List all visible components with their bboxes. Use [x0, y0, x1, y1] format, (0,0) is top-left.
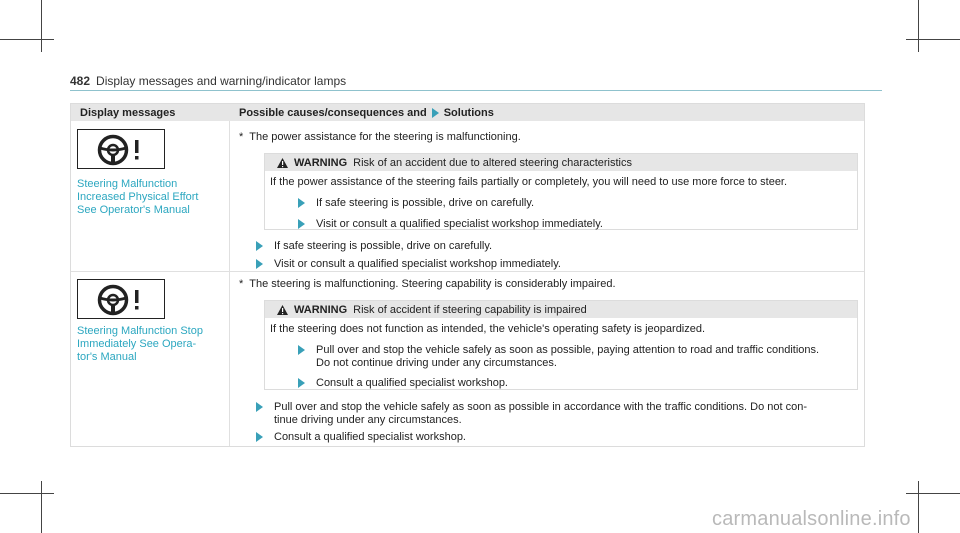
header-rule — [70, 90, 882, 91]
warning-box — [264, 153, 858, 230]
arrow-icon — [298, 198, 305, 208]
crop-mark — [0, 493, 54, 494]
asterisk: * — [239, 131, 244, 143]
warning-title: Risk of accident if steering capability is impaired — [353, 303, 587, 316]
table-header — [71, 104, 864, 121]
cause-text — [239, 131, 521, 143]
warning-triangle-icon — [277, 305, 288, 315]
solution-step — [256, 258, 561, 271]
col-header-causes-text: Possible causes/consequences and — [239, 107, 427, 119]
message-line: Immediately See Opera- — [77, 338, 197, 350]
col-header-messages: Display messages — [80, 107, 176, 119]
page-title: Display messages and warning/indicator lamps — [96, 74, 347, 88]
warning-label: WARNING — [294, 303, 348, 316]
arrow-icon — [298, 345, 305, 355]
step-text: If safe steering is possible, drive on carefully. — [316, 197, 535, 209]
asterisk: * — [239, 278, 244, 290]
crop-mark — [918, 0, 919, 52]
steering-warning-icon — [77, 129, 165, 169]
crop-mark — [918, 481, 919, 533]
solution-step — [256, 431, 466, 444]
col-header-causes — [239, 107, 494, 119]
cause-sentence: The power assistance for the steering is malfunctioning. — [249, 131, 521, 143]
solution-step — [256, 401, 807, 427]
warning-title: Risk of an accident due to altered steering characteristics — [353, 156, 632, 169]
step-text: Consult a qualified specialist workshop. — [274, 431, 466, 443]
warning-label: WARNING — [294, 156, 348, 169]
arrow-icon — [298, 378, 305, 388]
warning-triangle-icon — [277, 158, 288, 168]
step-text: Pull over and stop the vehicle safely as soon as possible, paying attention to road and traffic conditions. — [316, 344, 820, 356]
display-message — [77, 178, 227, 217]
message-line: See Operator's Manual — [77, 204, 190, 216]
crop-mark — [0, 39, 54, 40]
col-header-solutions-text: Solutions — [443, 107, 494, 119]
crop-mark — [41, 0, 42, 52]
warning-text: If the steering does not function as intended, the vehicle's operating safety is jeopardized. — [270, 323, 706, 335]
column-divider — [229, 121, 230, 446]
warning-step — [298, 197, 534, 210]
display-messages-table — [70, 103, 865, 447]
step-text: tinue driving under any circumstances. — [274, 414, 462, 426]
crop-mark — [906, 493, 960, 494]
display-message — [77, 325, 227, 364]
step-text: Pull over and stop the vehicle safely as soon as possible in accordance with the traffic conditions. Do not con- — [274, 401, 807, 413]
warning-header — [265, 301, 857, 318]
arrow-icon — [256, 432, 263, 442]
message-line: tor's Manual — [77, 351, 137, 363]
arrow-icon — [432, 108, 439, 118]
warning-step — [298, 344, 819, 370]
warning-header — [265, 154, 857, 171]
step-text: If safe steering is possible, drive on carefully. — [274, 240, 493, 252]
arrow-icon — [256, 402, 263, 412]
arrow-icon — [256, 259, 263, 269]
cause-sentence: The steering is malfunctioning. Steering capability is considerably impaired. — [249, 278, 616, 290]
message-line: Increased Physical Effort — [77, 191, 199, 203]
crop-mark — [906, 39, 960, 40]
page-number: 482 — [70, 74, 91, 88]
warning-box — [264, 300, 858, 390]
message-line: Steering Malfunction — [77, 178, 178, 190]
crop-mark — [41, 481, 42, 533]
warning-step — [298, 377, 508, 390]
page-header — [70, 74, 346, 88]
watermark: carmanualsonline.info — [712, 508, 911, 530]
solution-step — [256, 240, 492, 253]
steering-warning-icon — [77, 279, 165, 319]
cause-text — [239, 278, 616, 290]
step-text: Do not continue driving under any circumstances. — [316, 357, 557, 369]
message-line: Steering Malfunction Stop — [77, 325, 203, 337]
arrow-icon — [298, 219, 305, 229]
step-text: Visit or consult a qualified specialist workshop immediately. — [274, 258, 561, 270]
step-text: Consult a qualified specialist workshop. — [316, 377, 508, 389]
warning-text: If the power assistance of the steering fails partially or completely, you will need to use more force to steer. — [270, 176, 788, 188]
row-divider — [71, 271, 864, 272]
warning-step — [298, 218, 603, 231]
arrow-icon — [256, 241, 263, 251]
step-text: Visit or consult a qualified specialist workshop immediately. — [316, 218, 603, 230]
